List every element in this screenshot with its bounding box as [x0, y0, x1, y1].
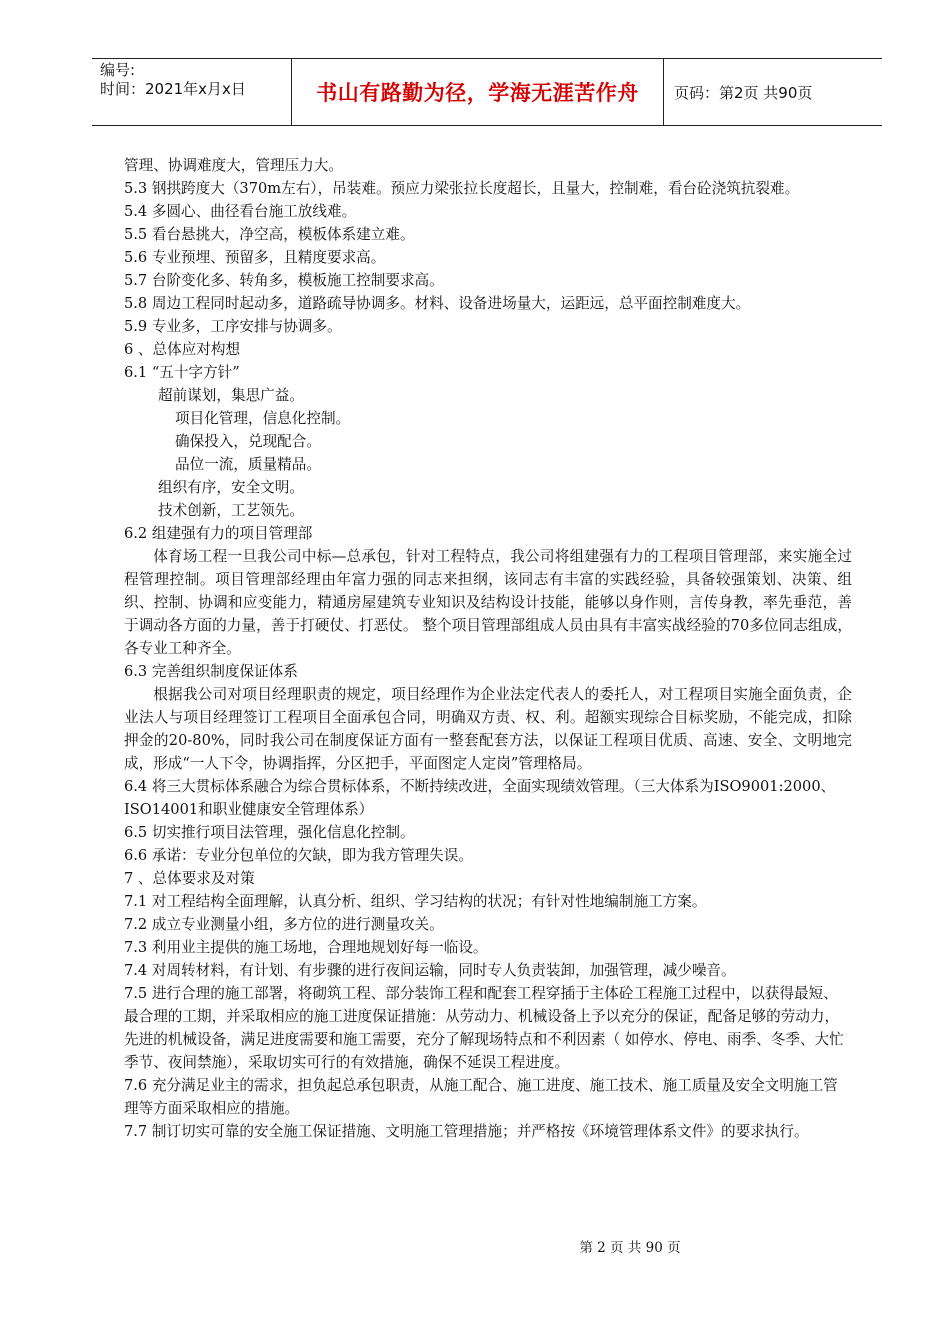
body-paragraph: 根据我公司对项目经理职责的规定，项目经理作为企业法定代表人的委托人，对工程项目实施全面负责，企业法人与项目经理签订工程项目全面承包合同，明确双方责、权、利。超额实现综合目标奖励，不能完成，扣除押金的20-80%，同时我公司在制度保证方面有一整套配套方法，以保证工程项目优质、高速、安全、文明地完成，形成“一人下令，协调指挥，分区把手，平面图定人定岗”管理格局。 [124, 686, 852, 772]
document-body [124, 154, 852, 1143]
body-line: 7.1 对工程结构全面理解，认真分析、组织、学习结构的状况；有针对性地编制施工方案。 [124, 893, 707, 910]
body-line: 7.2 成立专业测量小组，多方位的进行测量攻关。 [124, 916, 444, 933]
body-line: 5.6 专业预埋、预留多，且精度要求高。 [124, 249, 386, 266]
header-page-cell [664, 59, 882, 125]
guideline-line: 确保投入，兑现配合。 [175, 433, 321, 450]
body-line: 7.6 充分满足业主的需求，担负起总承包职责，从施工配合、施工进度、施工技术、施工质量及安全文明施工管理等方面采取相应的措施。 [124, 1077, 838, 1117]
body-line: 5.3 钢拱跨度大（370m左右），吊装难。预应力梁张拉长度超长，且量大，控制难，看台砼浇筑抗裂难。 [124, 180, 800, 197]
body-line: 5.4 多圆心、曲径看台施工放线难。 [124, 203, 357, 220]
document-time-label: 时间：2021年x月x日 [100, 80, 246, 98]
guideline-line: 品位一流，质量精品。 [175, 456, 321, 473]
body-line: 6.5 切实推行项目法管理，强化信息化控制。 [124, 824, 415, 841]
subsection-heading: 6.1 “五十字方针” [124, 364, 240, 381]
body-line: 7.3 利用业主提供的施工场地，合理地规划好每一临设。 [124, 939, 488, 956]
guideline-line: 超前谋划，集思广益。 [158, 387, 304, 404]
header-motto-cell [292, 59, 664, 125]
guideline-line: 项目化管理，信息化控制。 [175, 410, 351, 427]
document-number-label: 编号: [100, 61, 136, 79]
body-line: 5.7 台阶变化多、转角多，模板施工控制要求高。 [124, 272, 444, 289]
body-line: 5.8 周边工程同时起动多，道路疏导协调多。材料、设备进场量大，运距远，总平面控制难度大。 [124, 295, 751, 312]
page-footer: 第 2 页 共 90 页 [579, 1240, 681, 1256]
subsection-heading: 6.2 组建强有力的项目管理部 [124, 525, 313, 542]
body-line: 管理、协调难度大，管理压力大。 [124, 157, 343, 174]
body-line: 6.4 将三大贯标体系融合为综合贯标体系，不断持续改进，全面实现绩效管理。（三大体系为ISO9001:2000、ISO14001和职业健康安全管理体系） [124, 778, 836, 818]
body-line: 7.5 进行合理的施工部署，将砌筑工程、部分装饰工程和配套工程穿插于主体砼工程施工过程中，以获得最短、最合理的工期，并采取相应的施工进度保证措施：从劳动力、机械设备上予以充分的保证，配备足够的劳动力，先进的机械设备，满足进度需要和施工需要，充分了解现场特点和不利因素（ 如停水、停电、雨季、冬季、大忙季节、夜间禁施），采取切实可行的有效措施，确保不延误工程进度。 [124, 985, 844, 1071]
guideline-line: 技术创新，工艺领先。 [158, 502, 304, 519]
subsection-heading: 6.3 完善组织制度保证体系 [124, 663, 298, 680]
page-header [92, 58, 882, 126]
header-motto: 书山有路勤为径，学海无涯苦作舟 [316, 81, 639, 105]
body-line: 5.9 专业多，工序安排与协调多。 [124, 318, 342, 335]
body-paragraph: 体育场工程一旦我公司中标—总承包，针对工程特点，我公司将组建强有力的工程项目管理部，来实施全过程管理控制。项目管理部经理由年富力强的同志来担纲，该同志有丰富的实践经验，具备较强策划、决策、组织、控制、协调和应变能力，精通房屋建筑专业知识及结构设计技能，能够以身作则，言传身教，率先垂范，善于调动各方面的力量，善于打硬仗、打恶仗。 整个项目管理部组成人员由具有丰富实战经验的70多位同志组成，各专业工种齐全。 [124, 548, 852, 657]
body-line: 7.4 对周转材料，有计划、有步骤的进行夜间运输，同时专人负责装卸，加强管理，减少噪音。 [124, 962, 736, 979]
body-line: 7.7 制订切实可靠的安全施工保证措施、文明施工管理措施；并严格按《环境管理体系文件》的要求执行。 [124, 1123, 809, 1140]
body-line: 5.5 看台悬挑大，净空高，模板体系建立难。 [124, 226, 415, 243]
header-page-number: 页码：第2页 共90页 [674, 83, 813, 102]
section-heading: 6 、总体应对构想 [124, 341, 241, 358]
section-heading: 7 、总体要求及对策 [124, 870, 255, 887]
header-info [92, 59, 292, 125]
body-line: 6.6 承诺：专业分包单位的欠缺，即为我方管理失误。 [124, 847, 473, 864]
guideline-line: 组织有序，安全文明。 [158, 479, 304, 496]
